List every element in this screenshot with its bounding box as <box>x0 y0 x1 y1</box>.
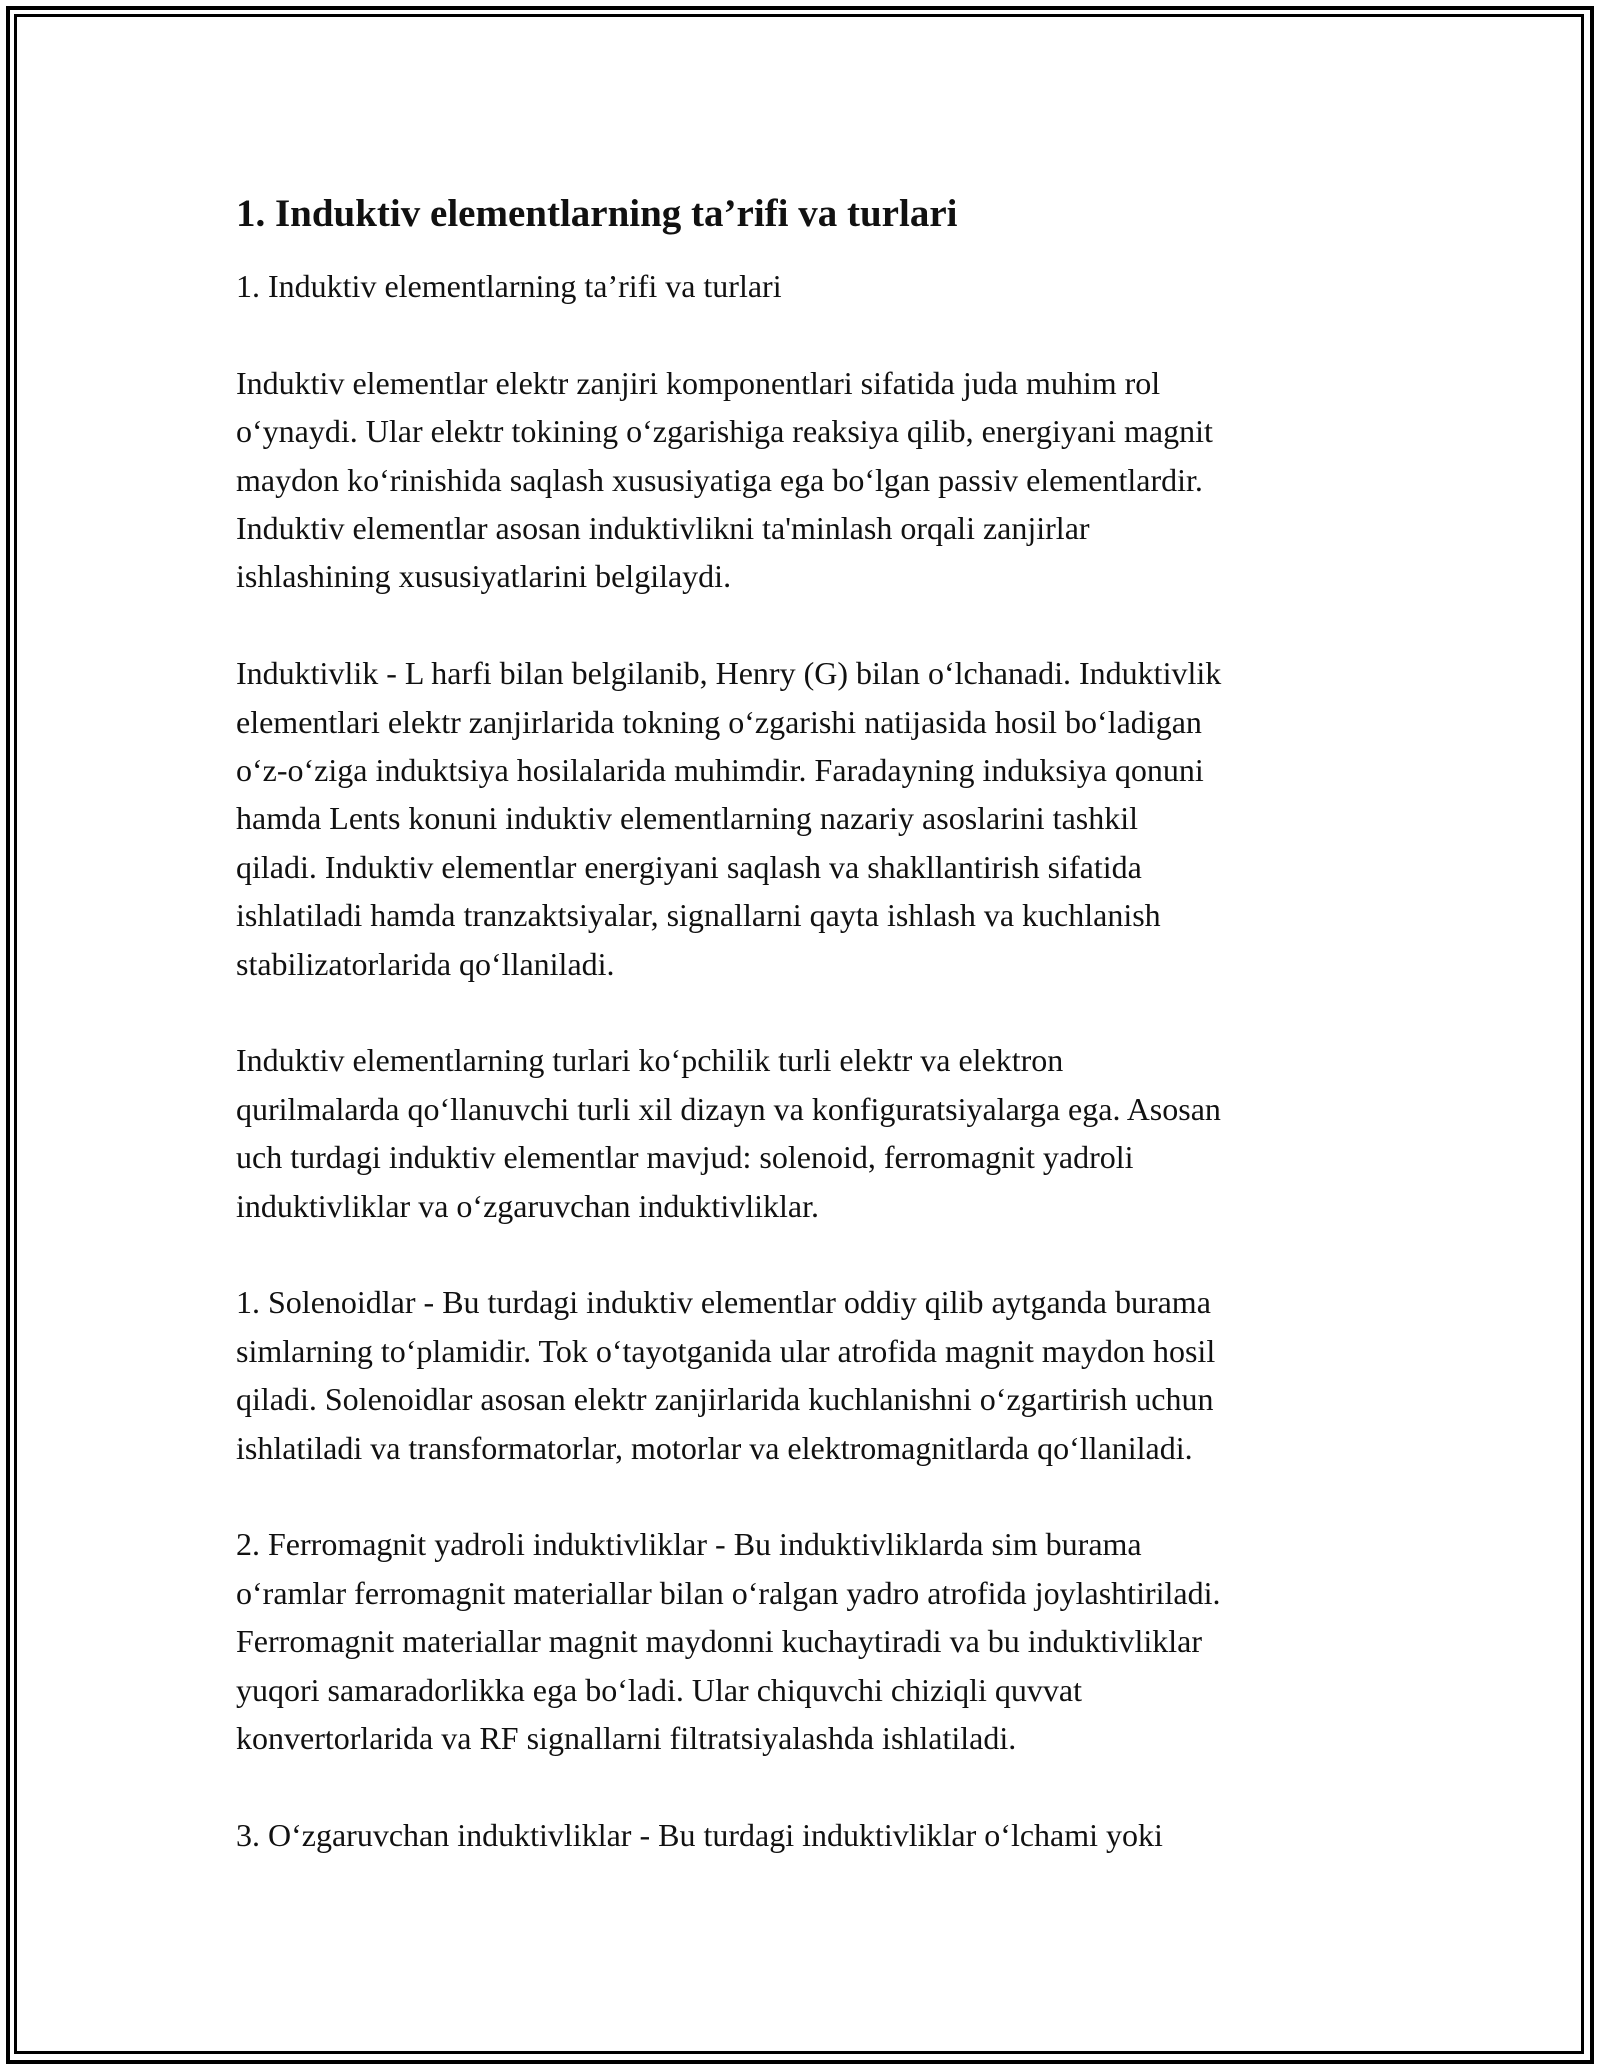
paragraph-definition <box>236 359 1386 601</box>
text-line: ishlatiladi va transformatorlar, motorlar va elektromagnitlarda qo‘llaniladi. <box>236 1429 1193 1466</box>
paragraph-types <box>236 1036 1386 1230</box>
text-line: qiladi. Induktiv elementlar energiyani saqlash va shakllantirish sifatida <box>236 848 1142 885</box>
paragraph-variable <box>236 1811 1386 1859</box>
text-line: qurilmalarda qo‘llanuvchi turli xil dizayn va konfiguratsiyalarga ega. Asosan <box>236 1090 1221 1127</box>
text-line: maydon ko‘rinishida saqlash xususiyatiga ega bo‘lgan passiv elementlardir. <box>236 461 1203 498</box>
text-line: qiladi. Solenoidlar asosan elektr zanjirlarida kuchlanishni o‘zgartirish uchun <box>236 1381 1214 1418</box>
paragraph-inductance <box>236 649 1386 988</box>
document-title: 1. Induktiv elementlarning ta’rifi va turlari <box>236 192 958 235</box>
text-line: Induktivlik - L harfi bilan belgilanib, Henry (G) bilan o‘lchanadi. Induktivlik <box>236 655 1222 692</box>
text-line: 3. O‘zgaruvchan induktivliklar - Bu turdagi induktivliklar o‘lchami yoki <box>236 1816 1163 1853</box>
text-line: Induktiv elementlarning turlari ko‘pchilik turli elektr va elektron <box>236 1042 1064 1079</box>
text-line: o‘ramlar ferromagnit materiallar bilan o‘ralgan yadro atrofida joylashtiriladi. <box>236 1574 1221 1611</box>
text-line: 1. Induktiv elementlarning ta’rifi va turlari <box>236 268 782 304</box>
text-line: hamda Lents konuni induktiv elementlarning nazariy asoslarini tashkil <box>236 800 1138 837</box>
text-line: Induktiv elementlar elektr zanjiri komponentlari sifatida juda muhim rol <box>236 364 1161 401</box>
text-line: simlarning to‘plamidir. Tok o‘tayotganida ular atrofida magnit maydon hosil <box>236 1332 1216 1369</box>
text-line: o‘z-o‘ziga induktsiya hosilalarida muhimdir. Faradayning induksiya qonuni <box>236 752 1204 789</box>
text-line: elementlari elektr zanjirlarida tokning o‘zgarishi natijasida hosil bo‘ladigan <box>236 703 1202 740</box>
text-line: 2. Ferromagnit yadroli induktivliklar - Bu induktivliklarda sim burama <box>236 1526 1142 1563</box>
text-line: yuqori samaradorlikka ega bo‘ladi. Ular chiquvchi chiziqli quvvat <box>236 1671 1082 1708</box>
paragraph-ferromagnetic <box>236 1520 1386 1762</box>
document-body <box>236 178 1386 1908</box>
text-line: Ferromagnit materiallar magnit maydonni kuchaytiradi va bu induktivliklar <box>236 1623 1202 1660</box>
text-line: konvertorlarida va RF signallarni filtratsiyalashda ishlatiladi. <box>236 1720 1017 1757</box>
text-line: 1. Solenoidlar - Bu turdagi induktiv elementlar oddiy qilib aytganda burama <box>236 1284 1211 1321</box>
text-line: induktivliklar va o‘zgaruvchan induktivliklar. <box>236 1187 819 1224</box>
text-line: ishlashining xususiyatlarini belgilaydi. <box>236 558 732 595</box>
text-line: stabilizatorlarida qo‘llaniladi. <box>236 945 615 982</box>
paragraph-subtitle <box>236 262 1386 310</box>
text-line: ishlatiladi hamda tranzaktsiyalar, signallarni qayta ishlash va kuchlanish <box>236 897 1161 934</box>
text-line: Induktiv elementlar asosan induktivlikni ta'minlash orqali zanjirlar <box>236 510 1090 547</box>
text-line: uch turdagi induktiv elementlar mavjud: solenoid, ferromagnit yadroli <box>236 1139 1134 1176</box>
text-line: o‘ynaydi. Ular elektr tokining o‘zgarishiga reaksiya qilib, energiyani magnit <box>236 413 1213 450</box>
paragraph-solenoids <box>236 1278 1386 1472</box>
